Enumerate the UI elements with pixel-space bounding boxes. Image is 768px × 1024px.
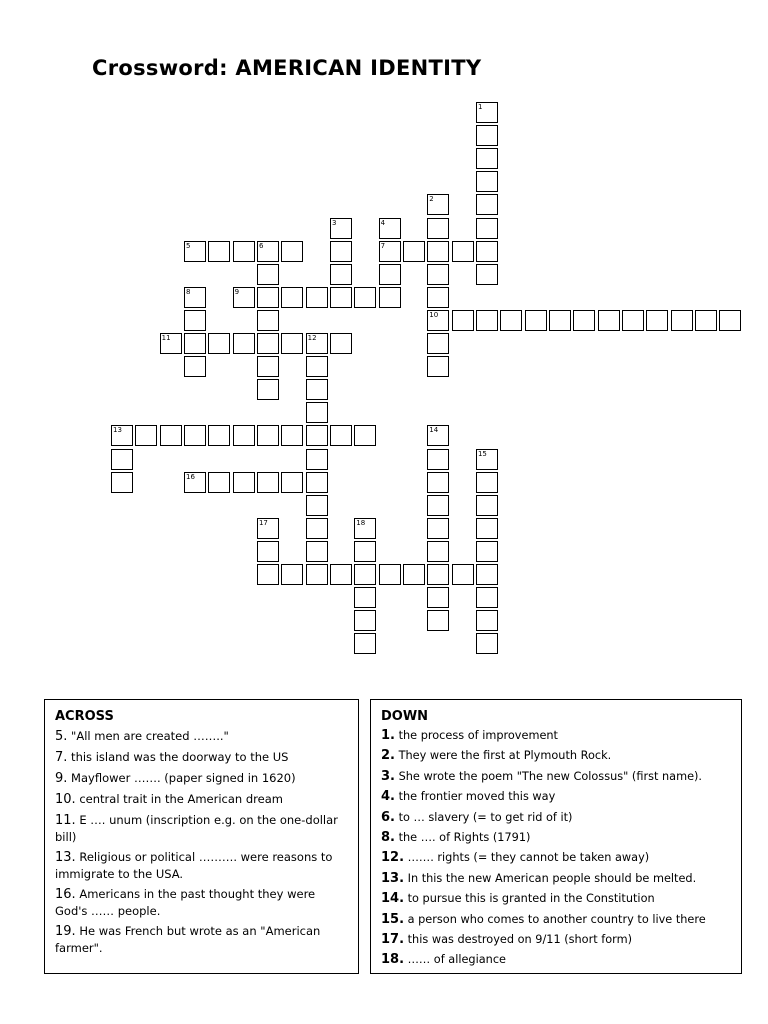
grid-cell-18[interactable] xyxy=(354,518,376,539)
page-title: Crossword: AMERICAN IDENTITY xyxy=(92,56,482,80)
grid-cell[interactable] xyxy=(671,310,693,331)
grid-cell[interactable] xyxy=(427,587,449,608)
down-clue xyxy=(381,789,733,805)
grid-cell[interactable] xyxy=(476,125,498,146)
grid-cell[interactable] xyxy=(379,564,401,585)
clue-number: 13. xyxy=(381,870,405,886)
grid-cell[interactable] xyxy=(427,518,449,539)
clue-number: 13. xyxy=(55,850,76,865)
grid-cell[interactable] xyxy=(330,333,352,354)
clue-text: In this the new American people should be melted. xyxy=(404,871,697,885)
grid-cell-9[interactable] xyxy=(233,287,255,308)
grid-cell[interactable] xyxy=(330,425,352,446)
clue-number: 1. xyxy=(381,728,395,743)
grid-cell-7[interactable] xyxy=(379,241,401,262)
grid-cell[interactable] xyxy=(281,333,303,354)
clue-number: 2. xyxy=(381,748,395,764)
clue-text: Religious or political ………. were reasons to immigrate to the USA. xyxy=(55,850,333,881)
down-heading: DOWN xyxy=(381,709,429,724)
cell-number: 1 xyxy=(477,103,483,111)
grid-cell-12[interactable] xyxy=(306,333,328,354)
grid-cell[interactable] xyxy=(427,264,449,285)
grid-cell[interactable] xyxy=(257,564,279,585)
grid-cell[interactable] xyxy=(427,356,449,377)
grid-cell[interactable] xyxy=(476,633,498,654)
grid-cell[interactable] xyxy=(476,541,498,562)
grid-cell[interactable] xyxy=(184,356,206,377)
cell-number: 12 xyxy=(307,334,317,342)
down-clue xyxy=(381,912,733,928)
grid-cell[interactable] xyxy=(476,264,498,285)
grid-cell[interactable] xyxy=(354,633,376,654)
grid-cell[interactable] xyxy=(476,610,498,631)
clue-number: 17. xyxy=(381,931,405,947)
grid-cell[interactable] xyxy=(233,241,255,262)
clue-text: They were the first at Plymouth Rock. xyxy=(394,749,612,763)
grid-cell[interactable] xyxy=(476,564,498,585)
cell-number: 4 xyxy=(380,218,386,227)
grid-cell-3[interactable] xyxy=(330,218,352,239)
grid-cell[interactable] xyxy=(208,472,230,493)
grid-cell[interactable] xyxy=(306,449,328,470)
grid-cell-5[interactable] xyxy=(184,241,206,262)
grid-cell[interactable] xyxy=(233,425,255,446)
grid-cell[interactable] xyxy=(427,287,449,308)
grid-cell[interactable] xyxy=(257,310,279,331)
clue-number: 15. xyxy=(381,911,405,927)
down-clue xyxy=(381,728,733,744)
grid-cell[interactable] xyxy=(476,587,498,608)
grid-cell[interactable] xyxy=(233,472,255,493)
grid-cell[interactable] xyxy=(135,425,157,446)
down-clue xyxy=(381,748,733,764)
clue-text: the frontier moved this way xyxy=(394,790,556,804)
clue-text: "All men are created …….." xyxy=(67,729,229,743)
grid-cell[interactable] xyxy=(281,564,303,585)
grid-cell[interactable] xyxy=(427,241,449,262)
across-clue xyxy=(55,749,350,766)
down-clues-box xyxy=(370,699,742,974)
grid-cell[interactable] xyxy=(208,241,230,262)
grid-cell-1[interactable] xyxy=(476,102,498,123)
down-clue xyxy=(381,830,733,846)
grid-cell[interactable] xyxy=(184,425,206,446)
cell-number: 17 xyxy=(258,518,268,527)
grid-cell[interactable] xyxy=(403,564,425,585)
clue-number: 16. xyxy=(55,887,76,902)
grid-cell[interactable] xyxy=(427,495,449,516)
grid-cell[interactable] xyxy=(427,472,449,493)
grid-cell[interactable] xyxy=(257,287,279,308)
clue-number: 11. xyxy=(55,813,76,828)
grid-cell[interactable] xyxy=(354,425,376,446)
clue-text: to … slavery (= to get rid of it) xyxy=(394,810,573,824)
clue-text: this island was the doorway to the US xyxy=(67,750,289,764)
grid-cell[interactable] xyxy=(184,310,206,331)
grid-cell[interactable] xyxy=(257,356,279,377)
cell-number: 15 xyxy=(477,449,487,458)
grid-cell-14[interactable] xyxy=(427,425,449,446)
grid-cell[interactable] xyxy=(208,333,230,354)
down-clue xyxy=(381,891,733,907)
down-clue-list xyxy=(381,728,733,968)
clue-number: 4. xyxy=(381,789,395,805)
grid-cell[interactable] xyxy=(403,241,425,262)
across-clue-list xyxy=(55,728,350,956)
cell-number: 18 xyxy=(356,518,366,527)
grid-cell[interactable] xyxy=(257,541,279,562)
grid-cell-8[interactable] xyxy=(184,287,206,308)
clue-text: He was French but wrote as an "American farmer". xyxy=(55,924,321,955)
grid-cell[interactable] xyxy=(476,241,498,262)
grid-cell[interactable] xyxy=(330,264,352,285)
clue-number: 8. xyxy=(381,829,395,845)
cell-number: 7 xyxy=(380,241,386,250)
grid-cell[interactable] xyxy=(573,310,595,331)
cell-number: 8 xyxy=(185,287,191,296)
clue-text: the …. of Rights (1791) xyxy=(394,830,531,844)
grid-cell[interactable] xyxy=(330,241,352,262)
grid-cell[interactable] xyxy=(452,310,474,331)
clue-number: 6. xyxy=(381,809,395,825)
grid-cell[interactable] xyxy=(306,287,328,308)
clue-text: E …. unum (inscription e.g. on the one-dollar bill) xyxy=(55,813,338,844)
grid-cell[interactable] xyxy=(281,287,303,308)
grid-cell[interactable] xyxy=(208,425,230,446)
clue-text: Mayflower ……. (paper signed in 1620) xyxy=(67,771,296,785)
grid-cell[interactable] xyxy=(281,472,303,493)
across-clue xyxy=(55,923,350,956)
clue-number: 14. xyxy=(381,891,405,907)
grid-cell-11[interactable] xyxy=(160,333,182,354)
grid-cell[interactable] xyxy=(427,541,449,562)
grid-cell-17[interactable] xyxy=(257,518,279,539)
grid-cell[interactable] xyxy=(695,310,717,331)
grid-cell[interactable] xyxy=(525,310,547,331)
grid-cell[interactable] xyxy=(427,610,449,631)
cell-number: 16 xyxy=(185,472,195,481)
cell-number: 5 xyxy=(185,241,191,250)
grid-cell[interactable] xyxy=(427,333,449,354)
grid-cell[interactable] xyxy=(354,541,376,562)
down-clue xyxy=(381,810,733,826)
grid-cell[interactable] xyxy=(549,310,571,331)
clue-number: 19. xyxy=(55,924,76,939)
clue-text: …… of allegiance xyxy=(404,953,506,967)
clue-text: central trait in the American dream xyxy=(75,792,283,806)
across-clues-box xyxy=(44,699,359,974)
grid-cell[interactable] xyxy=(330,287,352,308)
cell-number: 6 xyxy=(258,241,264,250)
across-heading: ACROSS xyxy=(55,709,114,724)
grid-cell[interactable] xyxy=(306,541,328,562)
grid-cell[interactable] xyxy=(257,333,279,354)
grid-cell-16[interactable] xyxy=(184,472,206,493)
clue-text: She wrote the poem "The new Colossus" (first name). xyxy=(394,769,703,783)
clue-text: a person who comes to another country to live there xyxy=(404,912,706,926)
cell-number: 2 xyxy=(429,195,434,204)
grid-cell[interactable] xyxy=(476,518,498,539)
grid-cell-10[interactable] xyxy=(427,310,449,331)
clue-text: the process of improvement xyxy=(394,729,558,742)
grid-cell[interactable] xyxy=(306,402,328,423)
grid-cell[interactable] xyxy=(281,425,303,446)
cell-number: 14 xyxy=(429,426,439,435)
grid-cell[interactable] xyxy=(306,425,328,446)
across-clue xyxy=(55,770,350,787)
clue-number: 18. xyxy=(381,952,405,968)
grid-cell-15[interactable] xyxy=(476,449,498,470)
grid-cell[interactable] xyxy=(379,287,401,308)
clue-text: Americans in the past thought they were God's …… people. xyxy=(55,887,316,918)
grid-cell[interactable] xyxy=(111,449,133,470)
across-clue xyxy=(55,849,350,882)
clue-text: ……. rights (= they cannot be taken away) xyxy=(404,851,650,865)
grid-cell[interactable] xyxy=(257,425,279,446)
clue-text: this was destroyed on 9/11 (short form) xyxy=(404,932,633,946)
grid-cell[interactable] xyxy=(476,495,498,516)
down-clue xyxy=(381,850,733,866)
across-clue xyxy=(55,791,350,808)
grid-cell[interactable] xyxy=(306,564,328,585)
grid-cell[interactable] xyxy=(306,495,328,516)
grid-cell[interactable] xyxy=(598,310,620,331)
grid-cell[interactable] xyxy=(622,310,644,331)
grid-cell[interactable] xyxy=(233,333,255,354)
grid-cell-13[interactable] xyxy=(111,425,133,446)
grid-cell[interactable] xyxy=(354,610,376,631)
cell-number: 10 xyxy=(429,310,439,319)
grid-cell[interactable] xyxy=(476,218,498,239)
grid-cell-6[interactable] xyxy=(257,241,279,262)
grid-cell[interactable] xyxy=(476,194,498,215)
grid-cell[interactable] xyxy=(306,356,328,377)
down-clue xyxy=(381,871,733,887)
grid-cell[interactable] xyxy=(306,379,328,400)
grid-cell[interactable] xyxy=(257,472,279,493)
clue-text: to pursue this is granted in the Constitution xyxy=(404,892,655,906)
grid-cell[interactable] xyxy=(354,287,376,308)
grid-cell[interactable] xyxy=(354,587,376,608)
grid-cell[interactable] xyxy=(500,310,522,331)
grid-cell[interactable] xyxy=(476,310,498,331)
clue-number: 10. xyxy=(55,792,76,807)
grid-cell[interactable] xyxy=(427,564,449,585)
grid-cell[interactable] xyxy=(476,148,498,169)
cell-number: 3 xyxy=(331,218,337,227)
grid-cell[interactable] xyxy=(257,379,279,400)
grid-cell[interactable] xyxy=(111,472,133,493)
clue-number: 7. xyxy=(55,750,68,765)
cell-number: 13 xyxy=(113,426,122,435)
down-clue xyxy=(381,932,733,948)
grid-cell[interactable] xyxy=(379,264,401,285)
clue-number: 12. xyxy=(381,850,405,866)
grid-cell-4[interactable] xyxy=(379,218,401,239)
down-clue xyxy=(381,769,733,785)
grid-cell[interactable] xyxy=(719,310,741,331)
grid-cell[interactable] xyxy=(452,564,474,585)
clue-number: 3. xyxy=(381,768,395,784)
clue-number: 9. xyxy=(55,771,68,786)
down-clue xyxy=(381,952,733,968)
grid-cell-2[interactable] xyxy=(427,194,449,215)
cell-number: 11 xyxy=(161,334,171,342)
grid-cell[interactable] xyxy=(427,218,449,239)
grid-cell[interactable] xyxy=(306,472,328,493)
grid-cell[interactable] xyxy=(646,310,668,331)
across-clue xyxy=(55,886,350,919)
clue-number: 5. xyxy=(55,729,68,744)
grid-cell[interactable] xyxy=(354,564,376,585)
grid-cell[interactable] xyxy=(257,264,279,285)
across-clue xyxy=(55,728,350,745)
grid-cell[interactable] xyxy=(184,333,206,354)
grid-cell[interactable] xyxy=(452,241,474,262)
across-clue xyxy=(55,812,350,845)
grid-cell[interactable] xyxy=(427,449,449,470)
grid-cell[interactable] xyxy=(476,171,498,192)
grid-cell[interactable] xyxy=(330,564,352,585)
grid-cell[interactable] xyxy=(281,241,303,262)
grid-cell[interactable] xyxy=(476,472,498,493)
grid-cell[interactable] xyxy=(160,425,182,446)
cell-number: 9 xyxy=(234,287,240,296)
grid-cell[interactable] xyxy=(306,518,328,539)
